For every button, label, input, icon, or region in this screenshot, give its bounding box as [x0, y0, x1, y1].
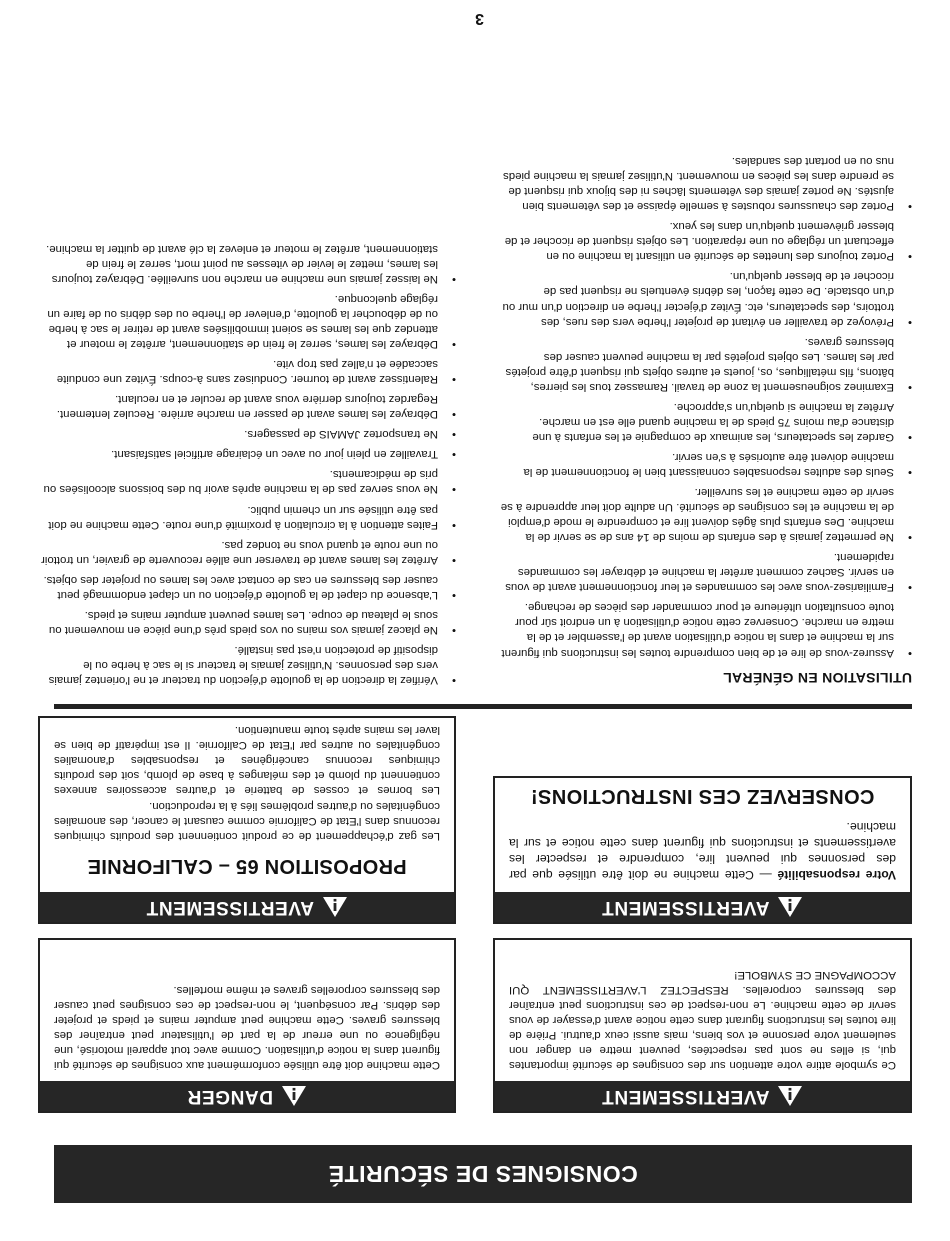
- warning-notice-text: Ce symbole attire votre attention sur des consignes de sécurité importantes qui, si elles ne sont pas respectées, peuvent mettre en danger non seulement votre personne et vos biens, mais aussi ceux d'autrui. Prière de lire toutes les instructions figurant dans cette notice avant d'essayer de vous servir de cette machine. Le non-respect de ces instructions peut entraîner des blessures corporelles. RESPECTEZ L'AVERTISSEMENT QUI ACCOMPAGNE CE SYMBOLE!: [509, 968, 896, 1071]
- warning-notice-box: [493, 938, 912, 1113]
- responsibility-notice-header: [495, 892, 910, 922]
- responsibility-notice-box: [493, 776, 912, 924]
- list-item: • Ne laissez jamais une machine en marche non surveillée. Débrayez toujours les lames, mettez le levier de vitesses au point mort, serrez le frein de stationnement, arrêtez le moteur et enlevez la clé avant de quitter la machine.: [38, 241, 456, 286]
- general-left-list: [500, 153, 912, 659]
- list-item: • Assurez-vous de lire et de bien comprendre toutes les instructions qui figurent sur la machine et dans la notice d'utilisation avant de l'assembler et de la mettre en marche. Conservez cette notice d'utilisation à un endroit sûr pour toute consultation ultérieure et pour commander des pièces de rechange.: [500, 599, 912, 659]
- list-item: • Travaillez en plein jour ou avec un éclairage artificiel satisfaisant.: [38, 446, 456, 461]
- list-item: • Portez des chaussures robustes à semelle épaisse et des vêtements bien ajustés. Ne portez jamais des vêtements lâches ni des bijoux qui risquent de se prendre dans les pièces en mouvement. N'utilisez jamais la machine pieds nus ou en portant des sandales.: [500, 153, 912, 213]
- section-divider: [54, 704, 912, 709]
- responsibility-text: — Cette machine ne doit être utilisée que par des personnes qui peuvent lire, comprendre et respecter les avertissements et instructions qui figurent dans cette notice et sur la machine.: [508, 819, 896, 882]
- list-item: • Ne permettez jamais à des enfants de moins de 14 ans de se servir de la machine. Des enfants plus âgés doivent lire et comprendre le mode d'emploi de la machine et les consignes de sécurité. Un adulte doit leur apprendre à se servir de cette machine et les surveiller.: [500, 484, 912, 544]
- list-item: • Ne vous servez pas de la machine après avoir bu des boissons alcoolisées ou pris de médicaments.: [38, 466, 456, 496]
- list-item: • Ne placez jamais vos mains ou vos pieds près d'une pièce en mouvement ou sous le plateau de coupe. Les lames peuvent amputer mains et pieds.: [38, 607, 456, 637]
- prop65-notice-header: [40, 892, 454, 922]
- list-item: • Débrayez les lames, serrez le frein de stationnement, arrêtez le moteur et attendez que les lames se soient immobilisées avant de retirer le sac à herbe ou de déboucher la goulotte, d'enlever de l'herbe ou des débris ou de faire un réglage quelconque.: [38, 291, 456, 351]
- danger-notice-box: [38, 938, 456, 1113]
- prop65-notice-heading: AVERTISSEMENT: [146, 896, 314, 918]
- danger-notice-text: Cette machine doit être utilisée conformément aux consignes de sécurité qui figurent dans la notice d'utilisation. Comme avec tout appareil motorisé, une négligence ou une erreur de la part de l'utilisateur peut entraîner des blessures graves. Cette machine peut amputer mains et pieds et projeter des débris. Par conséquent, le non-respect de ces consignes peut causer des blessures corporelles graves et même mortelles.: [54, 983, 440, 1071]
- list-item: • L'absence du clapet de la goulotte d'éjection ou un clapet endommagé peut causer des blessures en cas de contact avec les lames ou projeter des objets.: [38, 572, 456, 602]
- danger-notice-heading: DANGER: [187, 1085, 273, 1107]
- general-section-heading: UTILISATION EN GÉNÉRAL: [722, 670, 912, 686]
- warning-notice-heading: AVERTISSEMENT: [601, 1085, 770, 1107]
- list-item: • Prévoyez de travailler en évitant de projeter l'herbe vers des rues, des trottoirs, des spectateurs, etc. Évitez d'éjecter l'herbe en direction d'un mur ou d'un obstacle. De cette façon, les débris éventuels ne risquent pas de ricocher et de blesser quelqu'un.: [500, 268, 912, 328]
- list-item: • Débrayez les lames avant de passer en marche arrière. Reculez lentement. Regardez toujours derrière vous avant de reculer et en reculant.: [38, 391, 456, 421]
- responsibility-notice-heading: AVERTISSEMENT: [601, 896, 770, 918]
- general-left-column: [500, 148, 912, 687]
- prop65-title: PROPOSITION 65 – CALIFORNIE: [87, 855, 407, 877]
- list-item: • Gardez les spectateurs, les animaux de compagnie et les enfants à une distance d'au moins 75 pieds de la machine quand elle est en marche. Arrêtez la machine si quelqu'un s'approche.: [500, 399, 912, 444]
- list-item: • Vérifiez la direction de la goulotte d'éjection du tracteur et ne l'orientez jamais vers des personnes. N'utilisez jamais le tracteur si le sac à herbe ou le dispositif de protection n'est pas installé.: [38, 642, 456, 687]
- warning-triangle-icon: [281, 1085, 307, 1107]
- list-item: • Portez toujours des lunettes de sécurité en utilisant la machine ou en effectuant un réglage ou une réparation. Les objets risquent de ricocher et de blesser grièvement quelqu'un dans les yeux.: [500, 218, 912, 263]
- list-item: • Faites attention à la circulation à proximité d'une route. Cette machine ne doit pas être utilisée sur un chemin public.: [38, 501, 456, 531]
- prop65-paragraph: Les gaz d'échappement de ce produit contiennent des produits chimiques reconnus dans l'Etat de Californie comme causant le cancer, des anomalies congénitales ou d'autres problèmes liés à la reproduction.: [54, 799, 440, 842]
- danger-notice-header: [40, 1081, 454, 1111]
- general-right-column: [38, 236, 456, 687]
- warning-triangle-icon: [777, 1085, 803, 1107]
- general-right-list: [38, 241, 456, 687]
- warning-notice-header: [495, 1081, 910, 1111]
- warning-triangle-icon: [777, 896, 803, 918]
- list-item: • Ralentissez avant de tourner. Conduisez sans à-coups. Évitez une conduite saccadée et n'allez pas trop vite.: [38, 356, 456, 386]
- prop65-notice-box: [38, 716, 456, 924]
- warning-triangle-icon: [322, 896, 348, 918]
- page-title: CONSIGNES DE SÉCURITÉ: [54, 1145, 912, 1203]
- conserve-instructions-footer: CONSERVEZ CES INSTRUCTIONS!: [530, 784, 875, 807]
- page-number: 3: [475, 10, 484, 27]
- list-item: • Familiarisez-vous avec les commandes et leur fonctionnement avant de vous en servir. Sachez comment arrêter la machine et débrayer les commandes rapidement.: [500, 549, 912, 594]
- responsibility-lead: Votre responsabilité: [777, 868, 896, 882]
- list-item: • Seuls des adultes responsables connaissant bien le fonctionnement de la machine doivent être autorisés à s'en servir.: [500, 449, 912, 479]
- prop65-paragraph: Les bornes et cosses de batterie et d'autres accessoires annexes contiennent du plomb et des mélanges à base de plomb, soit des produits chimiques reconnus cancérigènes et responsables d'anomalies congénitales ou autres par l'Etat de Californie. Il est impératif de bien se laver les mains après toute manutention.: [54, 724, 440, 797]
- list-item: • Ne transportez JAMAIS de passagers.: [38, 426, 456, 441]
- list-item: • Arrêtez les lames avant de traverser une allée recouverte de gravier, un trottoir ou une route et quand vous ne tondez pas.: [38, 537, 456, 567]
- list-item: • Examinez soigneusement la zone de travail. Ramassez tous les pierres, bâtons, fils métalliques, os, jouets et autres objets qui risquent d'être projetés par les lames. Les objets projetés par la machine peuvent causer des blessures graves.: [500, 334, 912, 394]
